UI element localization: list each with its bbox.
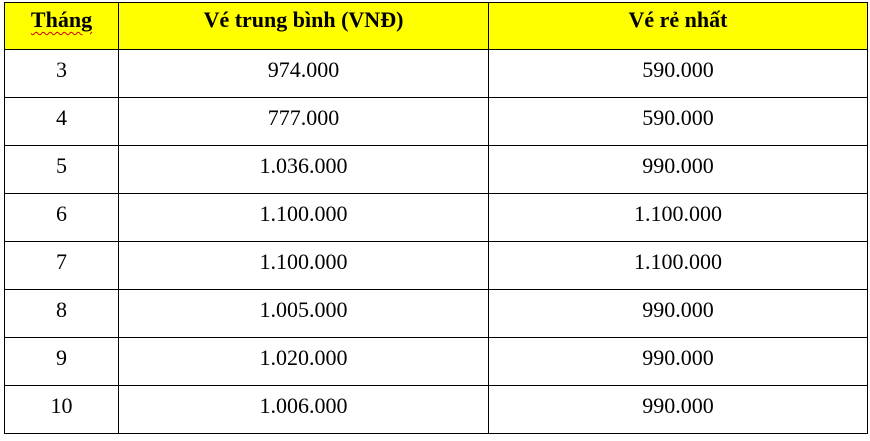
month-cell: 8 bbox=[5, 290, 119, 338]
average-fare-cell: 1.020.000 bbox=[119, 338, 489, 386]
table-row bbox=[5, 386, 868, 434]
table-row bbox=[5, 242, 868, 290]
cheapest-fare-cell: 1.100.000 bbox=[489, 194, 868, 242]
month-cell: 3 bbox=[5, 50, 119, 98]
cheapest-fare-cell: 590.000 bbox=[489, 98, 868, 146]
header-average-fare: Vé trung bình (VNĐ) bbox=[119, 3, 489, 50]
table-row bbox=[5, 338, 868, 386]
header-month bbox=[5, 3, 119, 50]
cheapest-fare-cell: 590.000 bbox=[489, 50, 868, 98]
month-cell: 6 bbox=[5, 194, 119, 242]
table-row bbox=[5, 146, 868, 194]
table-body bbox=[5, 50, 868, 434]
average-fare-cell: 1.005.000 bbox=[119, 290, 489, 338]
fare-table bbox=[4, 2, 868, 434]
month-cell: 5 bbox=[5, 146, 119, 194]
month-cell: 4 bbox=[5, 98, 119, 146]
average-fare-cell: 974.000 bbox=[119, 50, 489, 98]
header-cheapest-fare: Vé rẻ nhất bbox=[489, 3, 868, 50]
cheapest-fare-cell: 990.000 bbox=[489, 146, 868, 194]
average-fare-cell: 1.006.000 bbox=[119, 386, 489, 434]
cheapest-fare-cell: 1.100.000 bbox=[489, 242, 868, 290]
average-fare-cell: 777.000 bbox=[119, 98, 489, 146]
table-row bbox=[5, 290, 868, 338]
cheapest-fare-cell: 990.000 bbox=[489, 290, 868, 338]
average-fare-cell: 1.100.000 bbox=[119, 242, 489, 290]
average-fare-cell: 1.100.000 bbox=[119, 194, 489, 242]
table-row bbox=[5, 50, 868, 98]
header-row bbox=[5, 3, 868, 50]
month-cell: 7 bbox=[5, 242, 119, 290]
average-fare-cell: 1.036.000 bbox=[119, 146, 489, 194]
month-cell: 9 bbox=[5, 338, 119, 386]
cheapest-fare-cell: 990.000 bbox=[489, 386, 868, 434]
month-cell: 10 bbox=[5, 386, 119, 434]
table-header bbox=[5, 3, 868, 50]
cheapest-fare-cell: 990.000 bbox=[489, 338, 868, 386]
table-row bbox=[5, 194, 868, 242]
table-row bbox=[5, 98, 868, 146]
header-month-label: Tháng bbox=[30, 7, 93, 32]
